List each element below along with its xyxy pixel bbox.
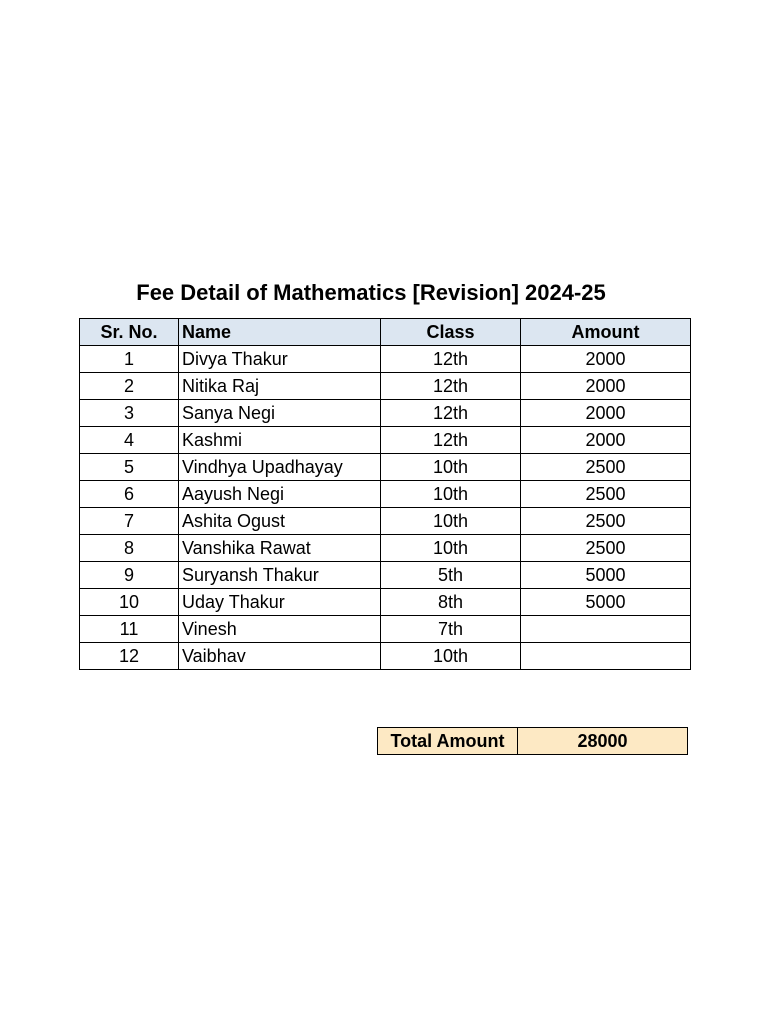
- sr-no-cell: 6: [80, 481, 179, 508]
- table-row: [80, 346, 691, 373]
- amount-cell: 2500: [521, 508, 691, 535]
- name-cell: Kashmi: [179, 427, 381, 454]
- total-amount-table: [377, 727, 688, 755]
- amount-cell: 5000: [521, 562, 691, 589]
- sr-no-cell: 4: [80, 427, 179, 454]
- table-row: [80, 589, 691, 616]
- total-row: [378, 728, 688, 755]
- table-row: [80, 454, 691, 481]
- table-row: [80, 373, 691, 400]
- class-cell: 10th: [381, 481, 521, 508]
- class-cell: 12th: [381, 346, 521, 373]
- amount-cell: [521, 616, 691, 643]
- column-header-name: Name: [179, 319, 381, 346]
- name-cell: Vindhya Upadhayay: [179, 454, 381, 481]
- name-cell: Vinesh: [179, 616, 381, 643]
- amount-cell: 2500: [521, 454, 691, 481]
- class-cell: 7th: [381, 616, 521, 643]
- name-cell: Vanshika Rawat: [179, 535, 381, 562]
- name-cell: Uday Thakur: [179, 589, 381, 616]
- sr-no-cell: 5: [80, 454, 179, 481]
- class-cell: 12th: [381, 427, 521, 454]
- table-row: [80, 535, 691, 562]
- amount-cell: 2500: [521, 535, 691, 562]
- table-row: [80, 400, 691, 427]
- fee-table: [79, 318, 691, 670]
- table-header-row: [80, 319, 691, 346]
- total-amount-label: Total Amount: [378, 728, 518, 755]
- table-row: [80, 643, 691, 670]
- class-cell: 12th: [381, 373, 521, 400]
- amount-cell: 2000: [521, 400, 691, 427]
- amount-cell: 2000: [521, 373, 691, 400]
- name-cell: Vaibhav: [179, 643, 381, 670]
- sr-no-cell: 2: [80, 373, 179, 400]
- class-cell: 10th: [381, 454, 521, 481]
- sr-no-cell: 3: [80, 400, 179, 427]
- sr-no-cell: 7: [80, 508, 179, 535]
- class-cell: 10th: [381, 535, 521, 562]
- class-cell: 12th: [381, 400, 521, 427]
- column-header-class: Class: [381, 319, 521, 346]
- sr-no-cell: 12: [80, 643, 179, 670]
- table-row: [80, 562, 691, 589]
- amount-cell: 2000: [521, 427, 691, 454]
- sr-no-cell: 8: [80, 535, 179, 562]
- sr-no-cell: 9: [80, 562, 179, 589]
- class-cell: 5th: [381, 562, 521, 589]
- name-cell: Sanya Negi: [179, 400, 381, 427]
- table-row: [80, 616, 691, 643]
- sr-no-cell: 1: [80, 346, 179, 373]
- sr-no-cell: 11: [80, 616, 179, 643]
- table-row: [80, 508, 691, 535]
- total-amount-value: 28000: [518, 728, 688, 755]
- name-cell: Aayush Negi: [179, 481, 381, 508]
- table-row: [80, 481, 691, 508]
- class-cell: 10th: [381, 643, 521, 670]
- class-cell: 8th: [381, 589, 521, 616]
- class-cell: 10th: [381, 508, 521, 535]
- name-cell: Divya Thakur: [179, 346, 381, 373]
- column-header-sr-no: Sr. No.: [80, 319, 179, 346]
- table-row: [80, 427, 691, 454]
- amount-cell: 2000: [521, 346, 691, 373]
- amount-cell: 5000: [521, 589, 691, 616]
- amount-cell: 2500: [521, 481, 691, 508]
- sr-no-cell: 10: [80, 589, 179, 616]
- page-title: Fee Detail of Mathematics [Revision] 2024-25: [136, 280, 606, 305]
- amount-cell: [521, 643, 691, 670]
- name-cell: Suryansh Thakur: [179, 562, 381, 589]
- name-cell: Ashita Ogust: [179, 508, 381, 535]
- column-header-amount: Amount: [521, 319, 691, 346]
- name-cell: Nitika Raj: [179, 373, 381, 400]
